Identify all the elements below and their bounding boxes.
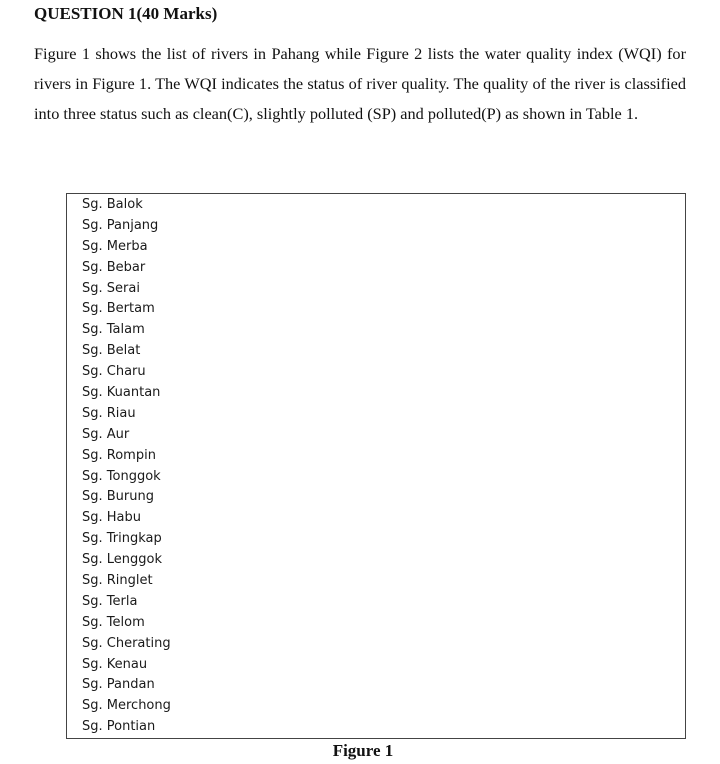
river-item: Sg. Cherating — [82, 635, 171, 651]
question-paragraph: Figure 1 shows the list of rivers in Pahang while Figure 2 lists the water quality index (WQI) for rivers in Figure 1. The WQI indicates the status of river quality. The quality of the river is classified into three status such as clean(C), slightly polluted (SP) and polluted(P) as shown in Table 1. — [34, 44, 686, 123]
river-item: Sg. Kenau — [82, 656, 148, 672]
figure-1-caption: Figure 1 — [332, 741, 394, 760]
river-item: Sg. Belat — [82, 343, 141, 359]
river-item: Sg. Tringkap — [82, 531, 162, 547]
river-item: Sg. Talam — [82, 322, 145, 338]
river-item: Sg. Charu — [82, 364, 146, 380]
river-item: Sg. Panjang — [82, 217, 159, 233]
river-item: Sg. Terla — [82, 593, 138, 609]
river-item: Sg. Rompin — [82, 447, 156, 463]
river-list — [82, 195, 171, 738]
river-item: Sg. Tonggok — [82, 468, 161, 484]
river-item: Sg. Habu — [82, 510, 142, 526]
river-item: Sg. Telom — [82, 614, 145, 630]
figure-1-box — [66, 193, 686, 739]
river-item: Sg. Kuantan — [82, 385, 161, 401]
river-item: Sg. Ringlet — [82, 573, 153, 589]
river-item: Sg. Serai — [82, 280, 140, 296]
river-item: Sg. Pandan — [82, 677, 155, 693]
river-item: Sg. Bertam — [82, 301, 155, 317]
river-item: Sg. Lenggok — [82, 552, 163, 568]
river-item: Sg. Merchong — [82, 698, 171, 714]
river-item: Sg. Riau — [82, 405, 136, 421]
river-item: Sg. Aur — [82, 426, 130, 442]
river-item: Sg. Bebar — [82, 259, 146, 275]
river-item: Sg. Burung — [82, 489, 155, 505]
river-item: Sg. Pontian — [82, 719, 156, 735]
question-heading: QUESTION 1(40 Marks) — [34, 4, 218, 23]
river-item: Sg. Balok — [82, 197, 143, 212]
river-item: Sg. Merba — [82, 238, 148, 254]
